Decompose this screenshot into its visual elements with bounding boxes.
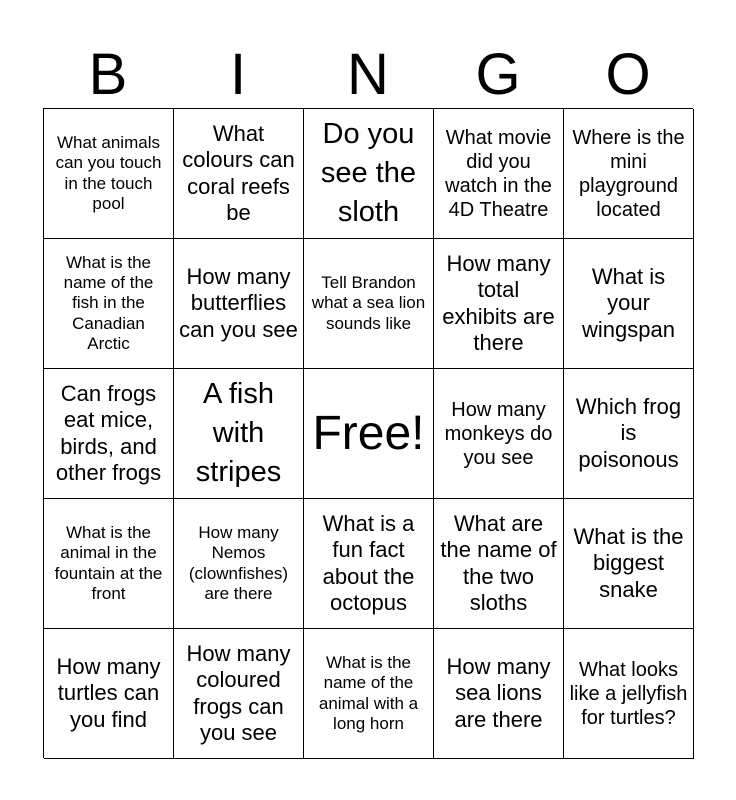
bingo-cell: Do you see the sloth xyxy=(304,109,434,239)
bingo-cell: How many butterflies can you see xyxy=(174,239,304,369)
bingo-free-cell: Free! xyxy=(304,369,434,499)
bingo-cell: What is a fun fact about the octopus xyxy=(304,499,434,629)
bingo-cell: What movie did you watch in the 4D Theatre xyxy=(434,109,564,239)
bingo-cell: How many coloured frogs can you see xyxy=(174,629,304,759)
header-letter-o: O xyxy=(605,42,651,107)
bingo-cell: What is the biggest snake xyxy=(564,499,694,629)
bingo-cell: A fish with stripes xyxy=(174,369,304,499)
bingo-cell: How many turtles can you find xyxy=(44,629,174,759)
bingo-cell: How many sea lions are there xyxy=(434,629,564,759)
bingo-cell: What looks like a jellyfish for turtles? xyxy=(564,629,694,759)
header-letter-i: I xyxy=(229,42,247,107)
bingo-cell: What is the name of the fish in the Canadian Arctic xyxy=(44,239,174,369)
bingo-cell: How many total exhibits are there xyxy=(434,239,564,369)
bingo-cell: What are the name of the two sloths xyxy=(434,499,564,629)
bingo-cell: What is the animal in the fountain at the front xyxy=(44,499,174,629)
bingo-grid xyxy=(43,108,693,758)
header-letter-b: B xyxy=(88,42,128,107)
bingo-cell: Tell Brandon what a sea lion sounds like xyxy=(304,239,434,369)
bingo-cell: How many monkeys do you see xyxy=(434,369,564,499)
header-letter-g: G xyxy=(475,42,521,107)
header-letter-n: N xyxy=(347,42,389,107)
bingo-cell: What animals can you touch in the touch pool xyxy=(44,109,174,239)
bingo-cell: What is the name of the animal with a long horn xyxy=(304,629,434,759)
bingo-cell: Where is the mini playground located xyxy=(564,109,694,239)
bingo-cell: How many Nemos (clownfishes) are there xyxy=(174,499,304,629)
bingo-cell: Can frogs eat mice, birds, and other frogs xyxy=(44,369,174,499)
bingo-header xyxy=(43,44,693,106)
bingo-cell: Which frog is poisonous xyxy=(564,369,694,499)
bingo-cell: What colours can coral reefs be xyxy=(174,109,304,239)
bingo-cell: What is your wingspan xyxy=(564,239,694,369)
